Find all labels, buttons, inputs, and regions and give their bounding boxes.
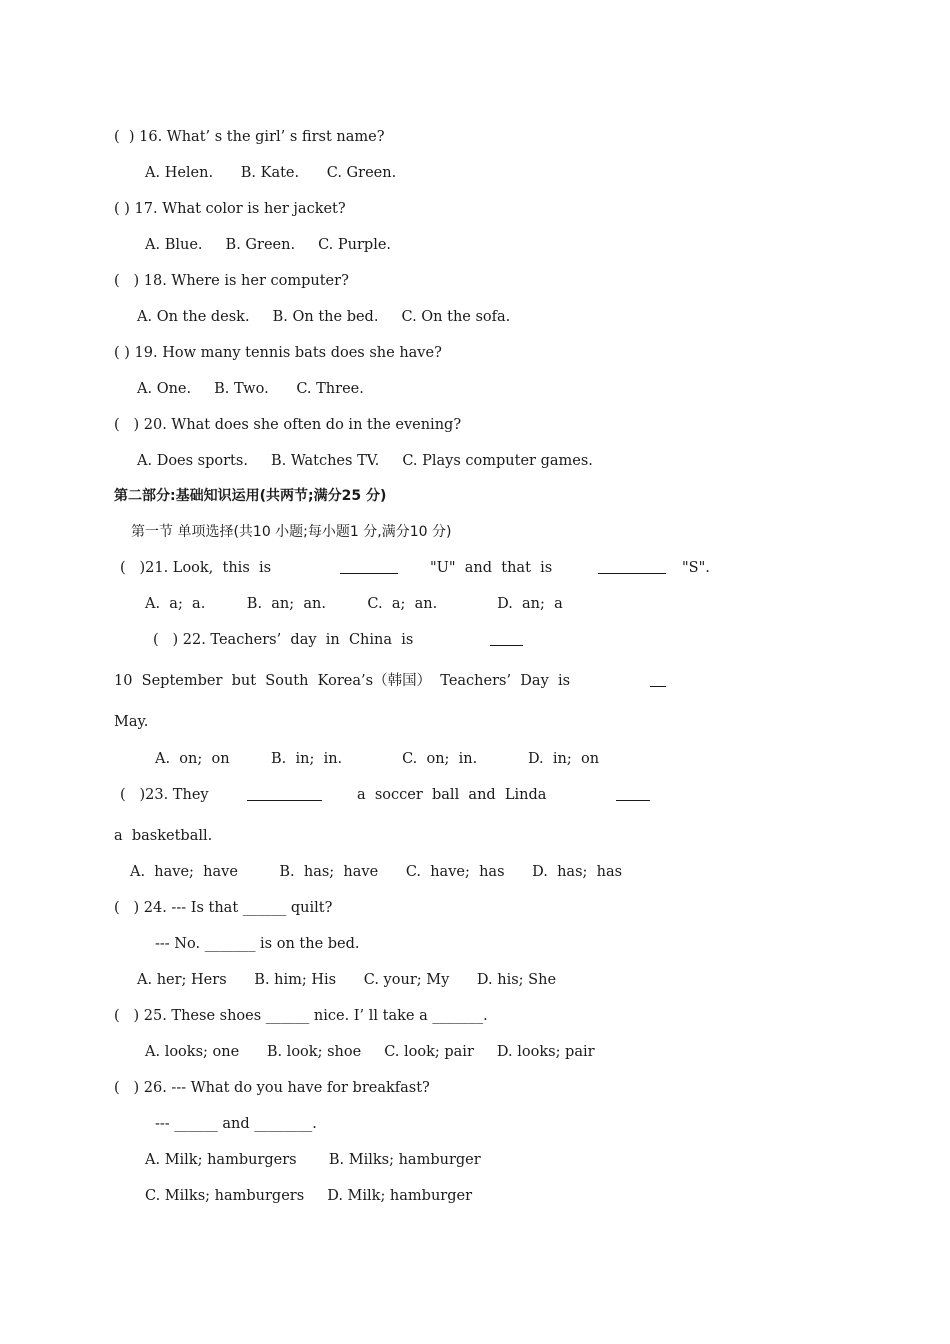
- question-26-options-row-2: C. Milks; hamburgers D. Milk; hamburger: [145, 1188, 473, 1204]
- question-23-blank-1: [247, 785, 322, 807]
- question-23-options: A. have; have B. has; have C. have; has D. has; has: [130, 864, 623, 880]
- question-21-blank-1: [340, 558, 398, 580]
- question-26: ( ) 26. --- What do you have for breakfast?: [114, 1080, 430, 1096]
- question-19-options: A. One. B. Two. C. Three.: [137, 381, 364, 397]
- question-22-blank-1: [490, 630, 523, 652]
- question-26-options-row-1: A. Milk; hamburgers B. Milks; hamburger: [145, 1152, 481, 1168]
- question-19: ( ) 19. How many tennis bats does she have?: [114, 345, 442, 361]
- question-21-part-b: "U" and that is: [430, 560, 553, 576]
- question-24: ( ) 24. --- Is that ______ quilt?: [114, 900, 333, 916]
- question-23-part-a: ( )23. They: [120, 787, 209, 803]
- question-24-options: A. her; Hers B. him; His C. your; My D. his; She: [137, 972, 557, 988]
- question-22-part-a: ( ) 22. Teachers’ day in China is: [153, 632, 414, 648]
- section-one-heading: 第一节 单项选择(共10 小题;每小题1 分,满分10 分): [131, 524, 452, 540]
- question-23-part-b: a soccer ball and Linda: [357, 787, 547, 803]
- question-23-part-c: a basketball.: [114, 828, 213, 844]
- question-20-options: A. Does sports. B. Watches TV. C. Plays computer games.: [137, 453, 593, 469]
- question-21-part-c: "S".: [682, 560, 710, 576]
- question-21-blank-2: [598, 558, 666, 580]
- part-two-heading: 第二部分:基础知识运用(共两节;满分25 分): [114, 488, 387, 504]
- question-21-options: A. a; a. B. an; an. C. a; an. D. an; a: [145, 596, 563, 612]
- question-22-part-b: 10 September but South Korea’s（韩国） Teachers’ Day is: [114, 673, 571, 689]
- question-24-answer-line: --- No. _______ is on the bed.: [155, 936, 360, 952]
- question-18-options: A. On the desk. B. On the bed. C. On the sofa.: [137, 309, 511, 325]
- question-22-options: A. on; on B. in; in. C. on; in. D. in; on: [155, 751, 600, 767]
- question-23-blank-2: [616, 785, 650, 807]
- question-22-part-c: May.: [114, 714, 149, 730]
- question-17: ( ) 17. What color is her jacket?: [114, 201, 346, 217]
- question-16: ( ) 16. What’ s the girl’ s first name?: [114, 129, 385, 145]
- question-21-part-a: ( )21. Look, this is: [120, 560, 272, 576]
- question-26-answer-line: --- ______ and ________.: [155, 1116, 317, 1132]
- question-22-blank-2: [650, 671, 666, 693]
- question-16-options: A. Helen. B. Kate. C. Green.: [145, 165, 397, 181]
- question-25: ( ) 25. These shoes ______ nice. I’ ll take a _______.: [114, 1008, 488, 1024]
- question-20: ( ) 20. What does she often do in the evening?: [114, 417, 462, 433]
- question-17-options: A. Blue. B. Green. C. Purple.: [145, 237, 392, 253]
- question-25-options: A. looks; one B. look; shoe C. look; pair D. looks; pair: [145, 1044, 595, 1060]
- question-18: ( ) 18. Where is her computer?: [114, 273, 349, 289]
